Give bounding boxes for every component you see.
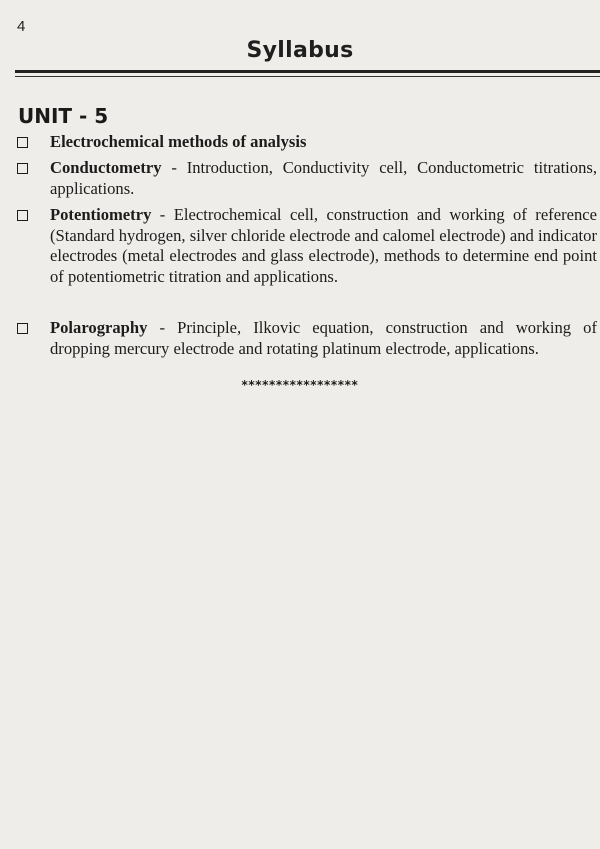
checkbox-bullet-icon: [17, 163, 28, 174]
page-title: Syllabus: [246, 38, 354, 63]
topic-description: - Electrochemical cell, construction and working of reference (Standard hydrogen, silver chloride electrode and calomel electrode) and indicator electrodes (metal electrodes and glass electrode), methods to determine end point of potentiometric titration and applications.: [50, 205, 597, 286]
topic-heading: Polarography: [50, 318, 148, 337]
topic-heading: Potentiometry: [50, 205, 152, 224]
checkbox-bullet-icon: [17, 210, 28, 221]
end-marker: *****************: [241, 378, 359, 392]
topic-text: [50, 205, 597, 287]
topic-item: [17, 132, 597, 153]
title-rule-thick: [15, 70, 600, 73]
unit-heading: UNIT - 5: [18, 104, 109, 128]
topic-item: [17, 158, 597, 199]
checkbox-bullet-icon: [17, 323, 28, 334]
page-number: 4: [17, 18, 26, 35]
topic-item: [17, 318, 597, 359]
topic-heading: Conductometry: [50, 158, 162, 177]
topic-text: [50, 318, 597, 359]
topic-text: [50, 158, 597, 199]
topic-item: [17, 205, 597, 287]
checkbox-bullet-icon: [17, 137, 28, 148]
topic-description: - Introduction, Conductivity cell, Conductometric titrations, applications.: [50, 158, 597, 198]
topic-heading: Electrochemical methods of analysis: [50, 132, 307, 151]
title-rule-thin: [15, 76, 600, 77]
topic-text: [50, 132, 597, 153]
topic-description: - Principle, Ilkovic equation, construction and working of dropping mercury electrode and rotating platinum electrode, applications.: [50, 318, 597, 358]
